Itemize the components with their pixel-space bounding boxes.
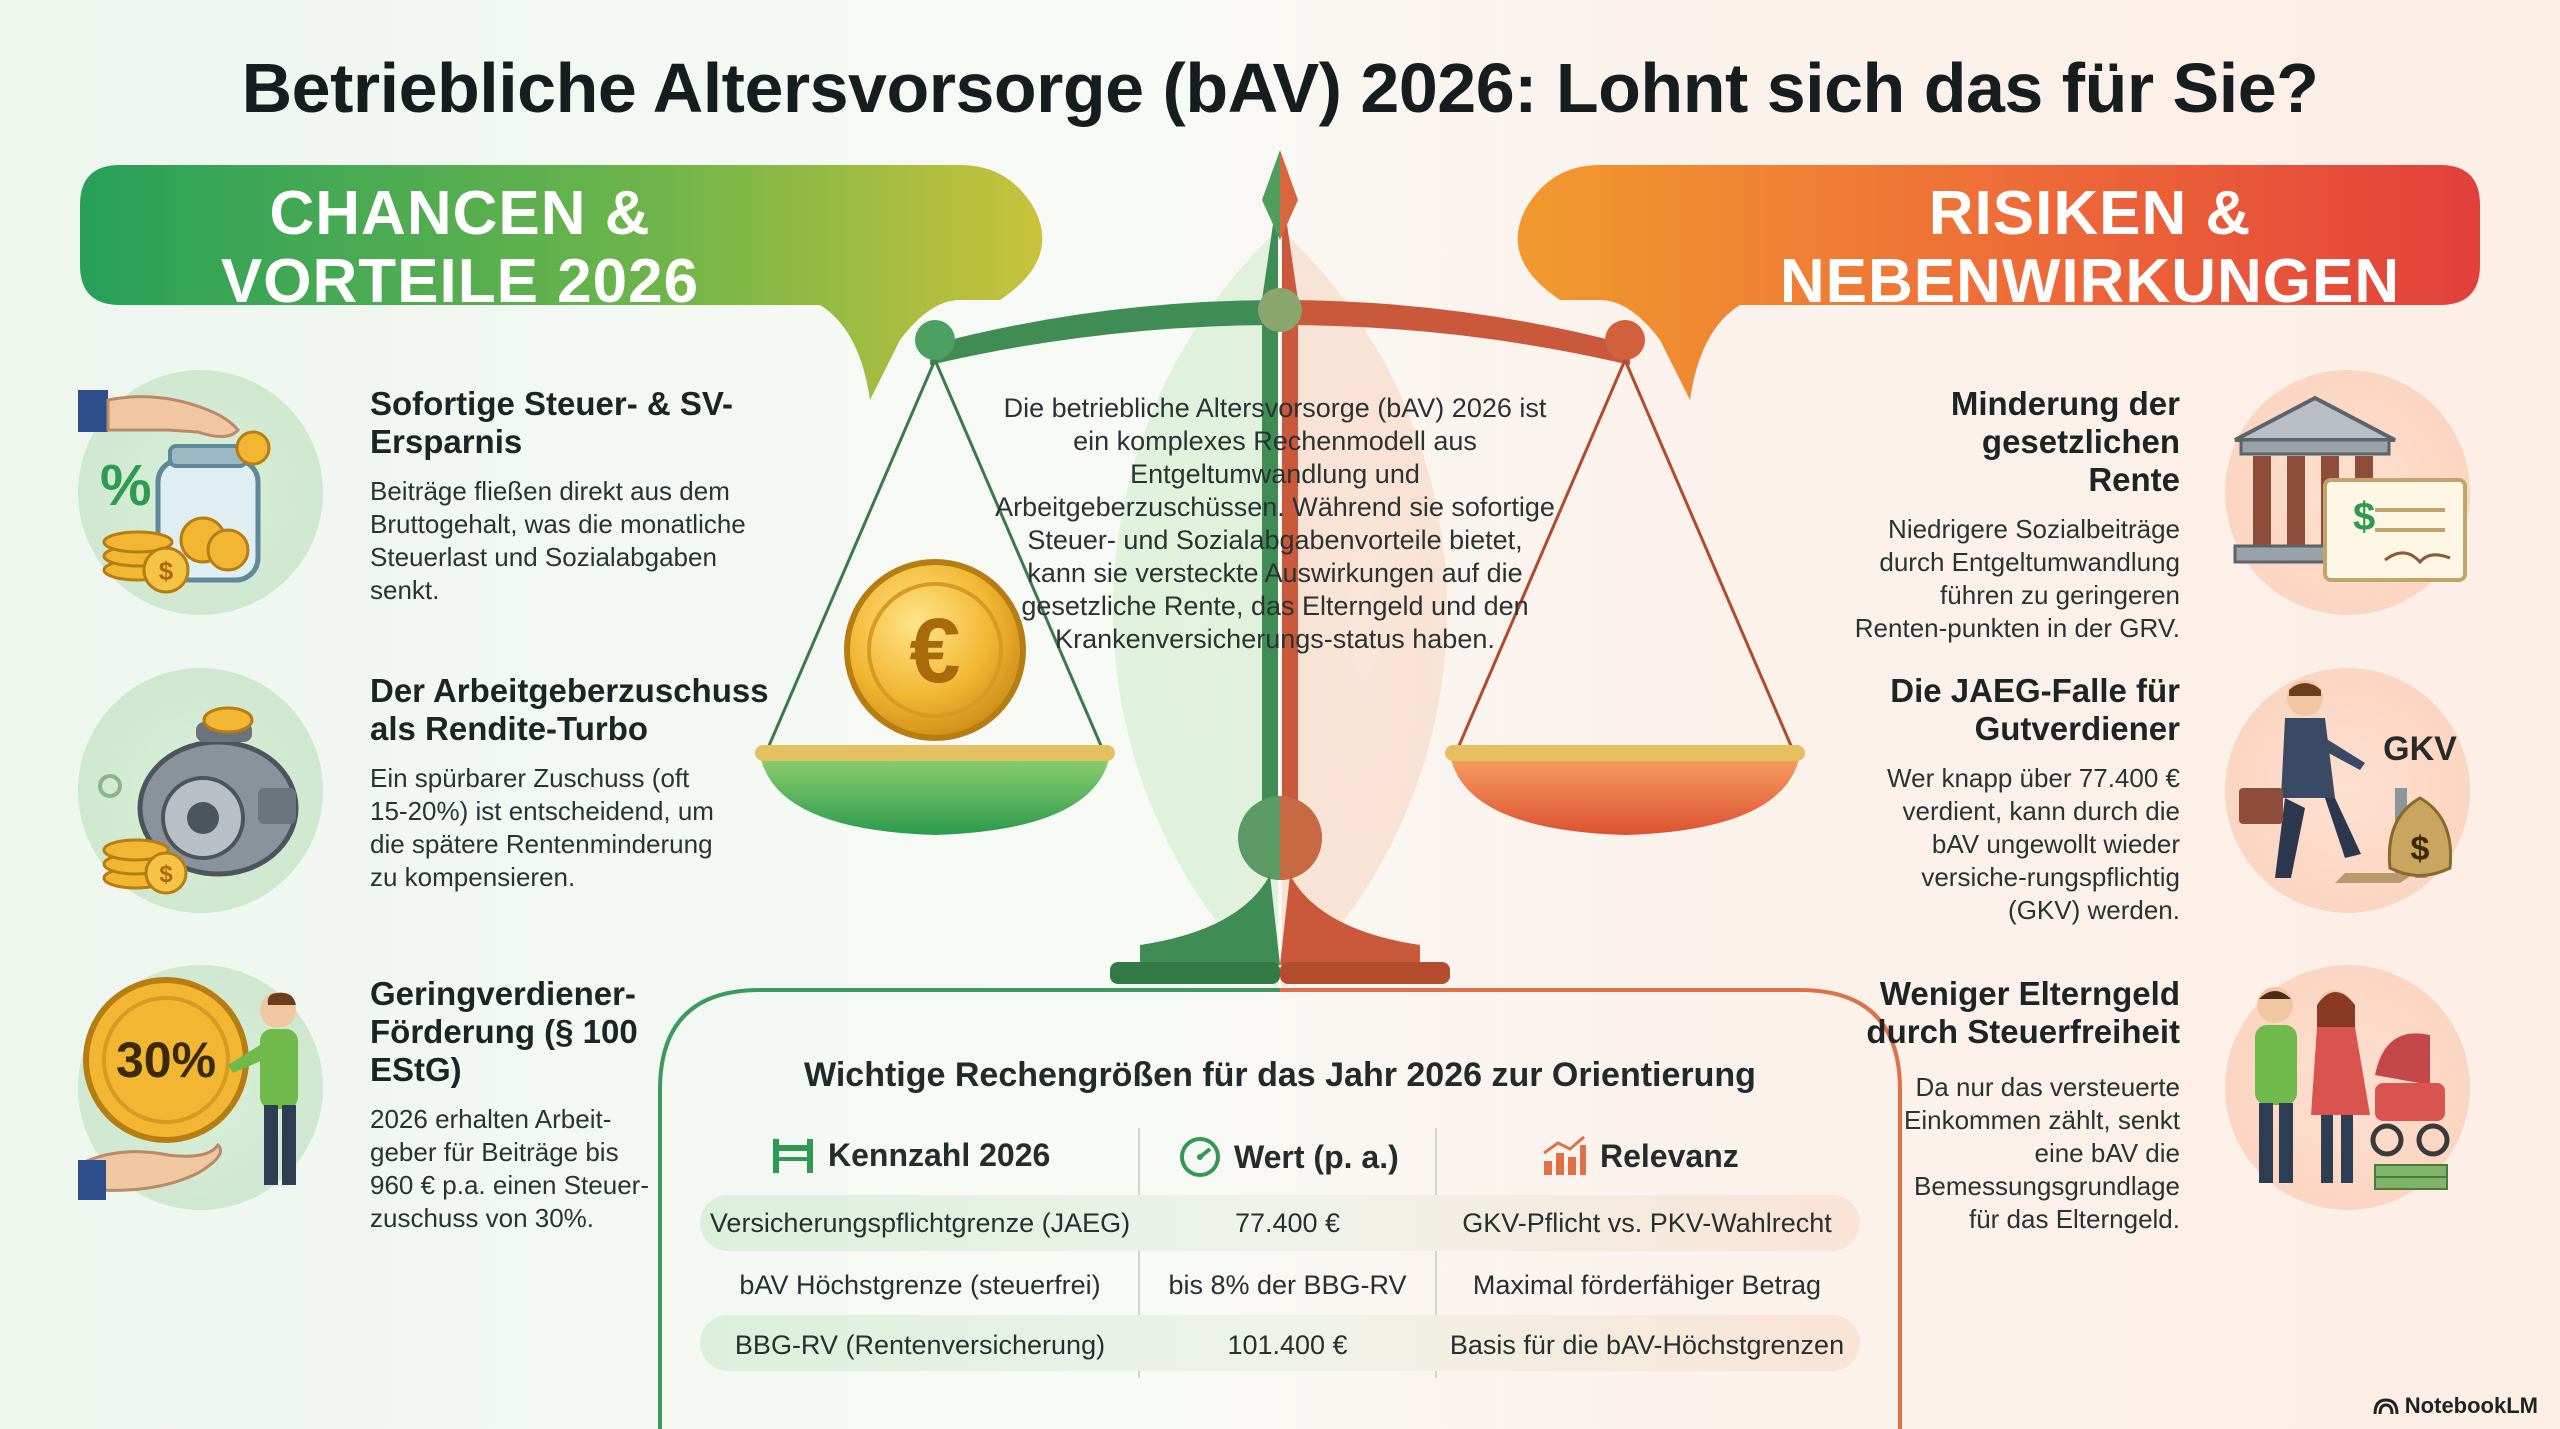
bar-chart-icon (1540, 1135, 1588, 1177)
left-banner-line2: VORTEILE 2026 (220, 247, 700, 316)
benefit-body: Beiträge fließen direkt aus dem Bruttogehalt, was die monatliche Steuerlast und Sozialabgaben senkt. (370, 476, 746, 605)
benefit-title: Sofortige Steuer- & SV-Ersparnis (370, 385, 734, 460)
turbo-piggy-icon (78, 668, 323, 913)
risk-body: Niedrigere Sozialbeiträge durch Entgeltumwandlung führen zu geringeren Renten-punkten in der GRV. (1854, 514, 2180, 643)
svg-text:$: $ (2353, 495, 2376, 539)
table-title: Wichtige Rechengrößen für das Jahr 2026 zur Orientierung (804, 1056, 1756, 1094)
table-cell: GKV-Pflicht vs. PKV-Wahlrecht (1462, 1208, 1832, 1238)
svg-text:$: $ (158, 556, 174, 586)
benefit-title: Geringverdiener-Förderung (§ 100 EStG) (370, 975, 638, 1088)
table-cell: Basis für die bAV-Höchstgrenzen (1449, 1330, 1845, 1360)
table-cell: Versicherungspflichtgrenze (JAEG) (709, 1208, 1131, 1238)
table-cell: Maximal förderfähiger Betrag (1472, 1270, 1822, 1300)
left-banner-line1: CHANCEN & (269, 179, 651, 248)
page-title: Betriebliche Altersvorsorge (bAV) 2026: Lohnt sich das für Sie? (241, 49, 2319, 127)
svg-text:%: % (100, 453, 152, 518)
brand-watermark: NotebookLM (2373, 1393, 2538, 1419)
table-cell: bis 8% der BBG-RV (1168, 1270, 1407, 1300)
risk-item-jaeg (1780, 672, 2180, 927)
risk-item-elterngeld (1830, 975, 2180, 1236)
svg-text:$: $ (2410, 830, 2430, 868)
gate-icon (770, 1135, 816, 1175)
subsidy-coin-icon (78, 965, 323, 1210)
table-header-relevanz: Relevanz (1540, 1135, 1739, 1177)
risk-title: Die JAEG-Falle für Gutverdiener (1890, 672, 2180, 747)
table-cell: bAV Höchstgrenze (steuerfrei) (739, 1270, 1101, 1300)
euro-coin-symbol: € (909, 600, 961, 702)
pension-bank-icon (2225, 370, 2470, 615)
benefit-body: 2026 erhalten Arbeit-geber für Beiträge bis 960 € p.a. einen Steuer-zuschuss von 30%. (370, 1104, 649, 1233)
risk-body: Da nur das versteuerte Einkommen zählt, senkt eine bAV die Bemessungsgrundlage für das Elterngeld. (1903, 1072, 2180, 1234)
right-banner-line2: NEBENWIRKUNGEN (1779, 247, 2401, 316)
svg-text:30%: 30% (115, 1032, 217, 1088)
jaeg-trap-icon (2225, 668, 2470, 913)
right-banner-line1: RISIKEN & (1928, 179, 2252, 248)
benefit-item-lowincome (370, 975, 660, 1235)
risk-body: Wer knapp über 77.400 € verdient, kann durch die bAV ungewollt wieder versiche-rungspflichtig (GKV) werden. (1887, 763, 2180, 925)
svg-text:GKV: GKV (2383, 730, 2457, 768)
notebooklm-logo-icon (2373, 1396, 2399, 1416)
savings-jar-icon (78, 370, 323, 615)
risk-title: Minderung der gesetzlichen Rente (1950, 385, 2180, 498)
table-cell: 77.400 € (1234, 1208, 1341, 1238)
table-header-kennzahl: Kennzahl 2026 (770, 1135, 1050, 1175)
gauge-icon (1178, 1135, 1222, 1179)
table-header-wert: Wert (p. a.) (1178, 1135, 1399, 1179)
benefit-item-employer (370, 672, 780, 894)
table-cell: BBG-RV (Rentenversicherung) (734, 1330, 1106, 1360)
table-cell: 101.400 € (1227, 1330, 1348, 1360)
benefit-body: Ein spürbarer Zuschuss (oft 15-20%) ist entscheidend, um die spätere Rentenminderung zu kompensieren. (370, 763, 714, 892)
svg-text:$: $ (159, 861, 173, 888)
risk-item-pension (1780, 385, 2180, 645)
benefit-item-tax (370, 385, 770, 607)
left-banner (120, 180, 800, 316)
right-banner (1750, 180, 2430, 316)
risk-title: Weniger Elterngeld durch Steuerfreiheit (1866, 975, 2180, 1050)
benefit-title: Der Arbeitgeberzuschuss als Rendite-Turbo (370, 672, 769, 747)
family-stroller-icon (2225, 965, 2470, 1210)
center-description: Die betriebliche Altersvorsorge (bAV) 2026 ist ein komplexes Rechenmodell aus Entgeltumwandlung und Arbeitgeberzuschüssen. Während sie sofortige Steuer- und Sozialabgabenvorteile bietet, kann sie versteckte Auswirkungen auf die gesetzliche Rente, das Elterngeld und den Krankenversicherungs-status haben. (995, 393, 1555, 654)
